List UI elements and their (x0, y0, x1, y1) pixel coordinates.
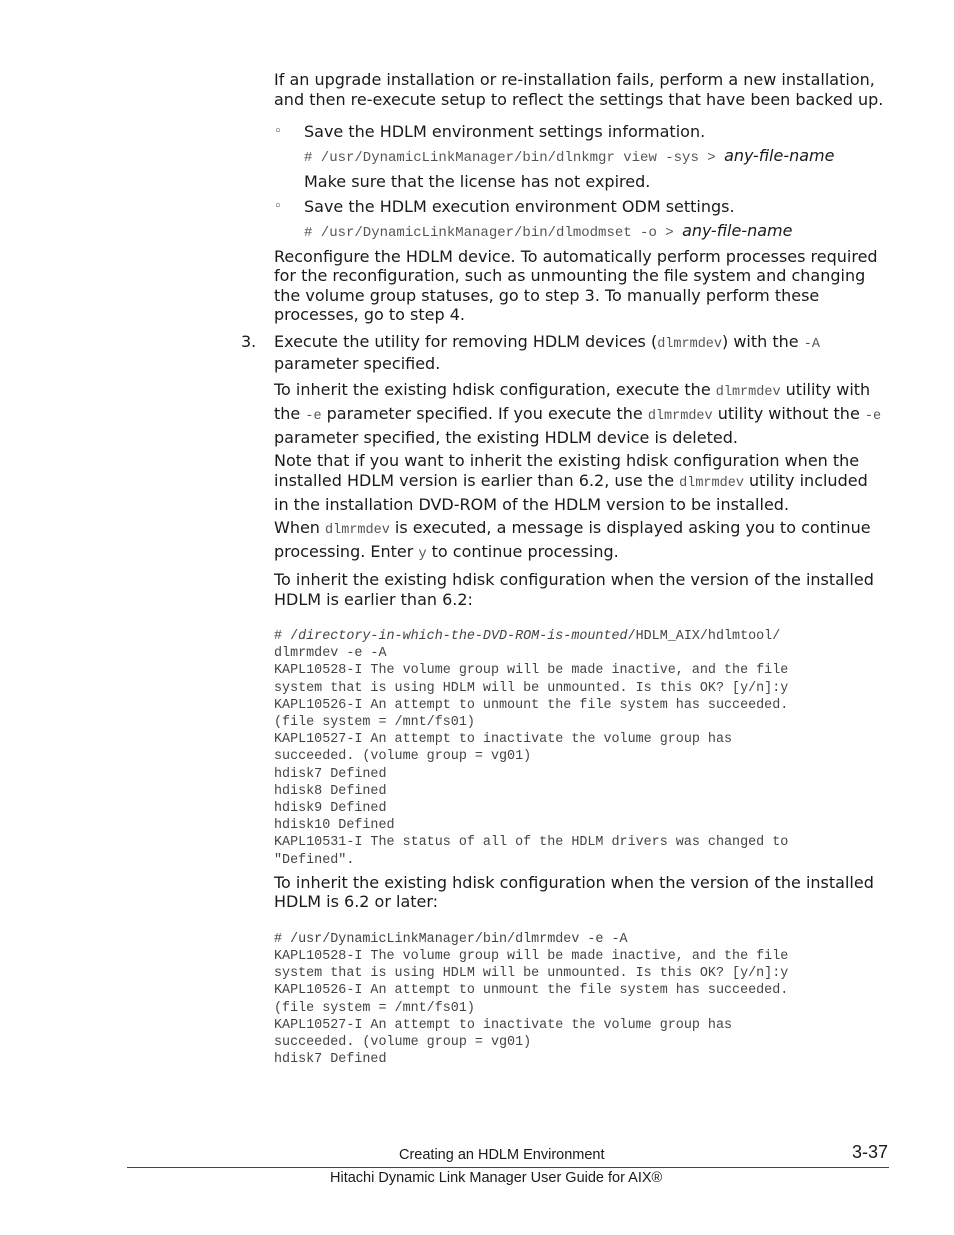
command-argument: any-file-name (682, 220, 793, 240)
command-text: # /usr/DynamicLinkManager/bin/dlnkmgr view -sys > (304, 149, 716, 166)
bullet-text: Save the HDLM environment settings information. (304, 122, 706, 141)
step-3-text: Execute the utility for removing HDLM devices (dlmrmdev) with the -A parameter specified. (274, 331, 820, 373)
bullet-text: Save the HDLM execution environment ODM settings. (304, 197, 735, 216)
intro-paragraph: If an upgrade installation or re-installation fails, perform a new installation, and then re-execute setup to reflect the settings that have been backed up. (274, 70, 884, 109)
command-line (274, 146, 884, 168)
footer-book-title: Hitachi Dynamic Link Manager User Guide for AIX® (330, 1170, 663, 1186)
note-paragraph: Note that if you want to inherit the existing hdisk configuration when the installed HDLM version is earlier than 6.2, use the dlmrmdev utility included in the installation DVD-ROM of the HDLM version to be installed. (274, 450, 868, 514)
later-version-heading: To inherit the existing hdisk configuration when the version of the installed HDLM is 6.2 or later: (274, 872, 874, 912)
bullet-item-save-env (274, 122, 884, 142)
circle-bullet-icon: ◦ (274, 199, 282, 214)
footer-divider (127, 1167, 889, 1168)
when-paragraph: When dlmrmdev is executed, a message is displayed asking you to continue processing. Enter y to continue processing. (274, 518, 871, 562)
command-text: # /usr/DynamicLinkManager/bin/dlmodmset -o > (304, 224, 674, 241)
reconfigure-paragraph: Reconfigure the HDLM device. To automatically perform processes required for the reconfiguration, such as unmounting the file system and changing the volume group statuses, go to step 3. To manually perform these processes, go to step 4. (274, 246, 878, 324)
inherit-paragraph: To inherit the existing hdisk configuration, execute the dlmrmdev utility with the -e parameter specified. If you execute the dlmrmdev utility without the -e parameter specified, the existing HDLM device is deleted. (274, 379, 882, 447)
page-number: 3-37 (851, 1142, 888, 1162)
footer-chapter-title: Creating an HDLM Environment (399, 1147, 605, 1163)
bullet-item-save-odm (274, 197, 884, 217)
circle-bullet-icon: ◦ (274, 124, 282, 139)
step-3 (241, 331, 884, 374)
step-number: 3. (241, 331, 257, 351)
earlier-version-heading: To inherit the existing hdisk configuration when the version of the installed HDLM is earlier than 6.2: (274, 570, 874, 609)
license-note: Make sure that the license has not expired. (304, 171, 651, 191)
page-content (241, 70, 884, 1068)
command-argument: any-file-name (724, 145, 835, 165)
command-line (274, 221, 884, 243)
code-block-later: # /usr/DynamicLinkManager/bin/dlmrmdev -e -A KAPL10528-I The volume group will be made inactive, and the file system that is using HDLM will be unmounted. Is this OK? [y/n]:y KAPL10526-I An attempt to unmount the file system has succeeded. (file system = /mnt/fs01) KAPL10527-I An attempt to inactivate the volume group has succeeded. (volume group = vg01) hdisk7 Defined (274, 931, 789, 1068)
code-block-earlier: # /directory-in-which-the-DVD-ROM-is-mounted/HDLM_AIX/hdlmtool/ dlmrmdev -e -A KAPL10528-I The volume group will be made inactive, and the file system that is using HDLM will be unmounted. Is this OK? [y/n]:y KAPL10526-I An attempt to unmount the file system has succeeded. (file system = /mnt/fs01) KAPL10527-I An attempt to inactivate the volume group has succeeded. (volume group = vg01) hdisk7 Defined hdisk8 Defined hdisk9 Defined hdisk10 Defined KAPL10531-I The status of all of the HDLM drivers was changed to "Defined". (274, 629, 789, 868)
